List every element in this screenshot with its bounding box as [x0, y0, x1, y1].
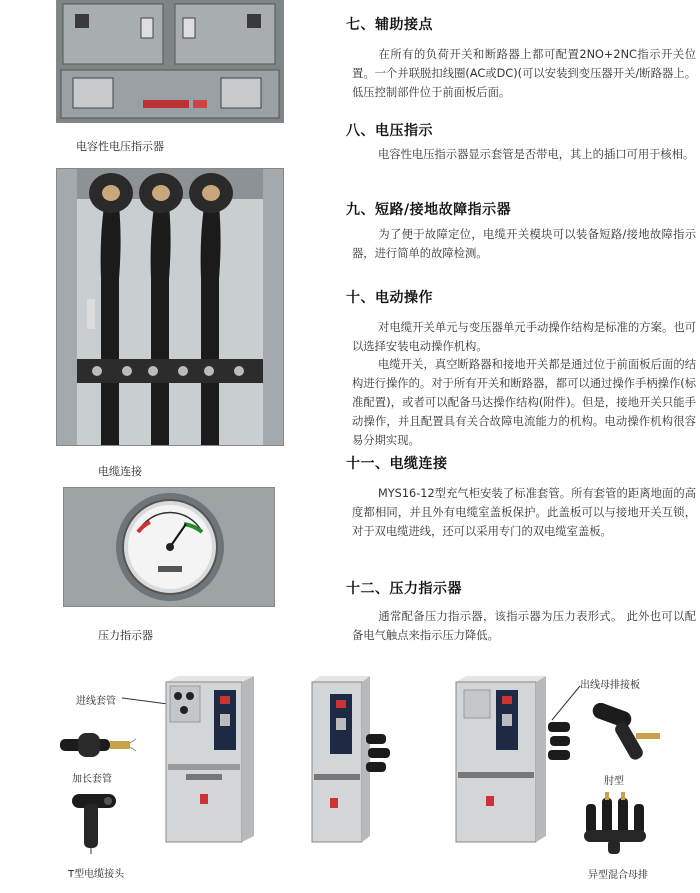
section-8-text: 电容性电压指示器显示套管是否带电，其上的插口可用于核相。 [378, 148, 695, 161]
section-10-text-1: 对电缆开关单元与变压器单元手动操作结构是标准的方案。也可以选择安装电动操作机构。 [352, 321, 696, 353]
incoming-bushing-label: 进线套管 [76, 696, 116, 707]
pressure-indicator-photo [63, 487, 275, 607]
pressure-indicator-caption: 压力指示器 [98, 629, 153, 642]
cable-connection-photo [56, 168, 284, 446]
extended-bushing-label: 加长套管 [72, 774, 112, 785]
t-connector-label: T型电缆接头 [68, 869, 125, 880]
section-8-title: 八、电压指示 [346, 123, 433, 139]
section-12-title: 十二、压力指示器 [346, 581, 462, 597]
section-7-text: 在所有的负荷开关和断路器上都可配置2NO+2NC指示开关位置。一个并联脱扣线圈(AC或DC)(可以安装到变压器开关/断路器上。低压控制部件位于前面板后面。 [352, 48, 696, 99]
switchgear-cabinet-1 [160, 674, 258, 844]
section-12-text: 通常配备压力指示器，该指示器为压力表形式。 此外也可以配备电气触点来指示压力降低。 [352, 610, 696, 642]
t-connector-icon [62, 790, 122, 856]
section-11-text: MYS16-12型充气柜安装了标准套管。所有套管的距离地面的高度都相同，并且外有电缆室盖板保护。此盖板可以与接地开关互锁，对于双电缆进线，还可以采用专门的双电缆室盖板。 [352, 487, 696, 538]
mixed-busbar-label: 异型混合母排 [588, 870, 648, 881]
section-11-title: 十一、电缆连接 [346, 456, 448, 472]
switchgear-cabinet-3 [452, 674, 572, 844]
outgoing-busbar-board-label: 出线母排接板 [580, 680, 640, 691]
switchgear-cabinet-2 [306, 674, 396, 844]
section-10-text-2: 电缆开关，真空断路器和接地开关都是通过位于前面板后面的结构进行操作的。对于所有开关和断路器，都可以通过操作手柄操作(标准配置)，或者可以配备马达操作结构(附件)。但是，接地开关只能手动操作，并且配置具有关合故障电流能力的机构。电动操作机构很容易分期实现。 [352, 358, 696, 447]
voltage-indicator-photo [56, 0, 284, 123]
section-7-title: 七、辅助接点 [346, 17, 433, 33]
section-9-text: 为了便于故障定位，电缆开关模块可以装备短路/接地故障指示器，进行简单的故障检测。 [352, 228, 696, 260]
cable-connection-caption: 电缆连接 [98, 465, 142, 478]
extended-bushing-icon [58, 725, 138, 765]
mixed-busbar-icon [578, 790, 652, 856]
section-10-title: 十、电动操作 [346, 290, 433, 306]
elbow-connector-icon [586, 703, 666, 765]
section-9-title: 九、短路/接地故障指示器 [346, 202, 512, 218]
elbow-type-label: 肘型 [604, 776, 624, 787]
voltage-indicator-caption: 电容性电压指示器 [76, 140, 164, 153]
